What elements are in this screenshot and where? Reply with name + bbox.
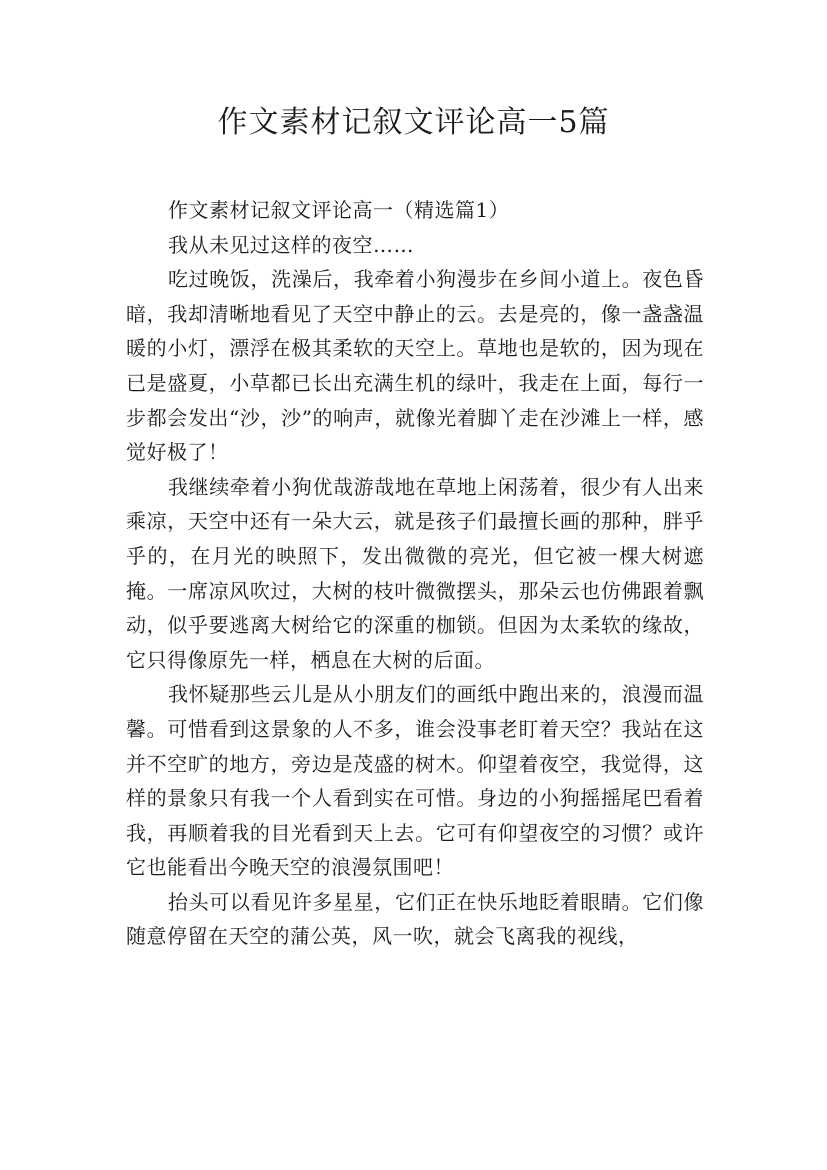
section-heading: 作文素材记叙文评论高一（精选篇1）	[168, 198, 510, 222]
paragraph-5: 抬头可以看见许多星星，它们正在快乐地眨着眼睛。它们像随意停留在天空的蒲公英，风一吹，就会飞离我的视线，	[126, 889, 704, 949]
paragraph-1: 我从未见过这样的夜空……	[168, 232, 414, 257]
document-body	[126, 193, 704, 954]
paragraph-4: 我怀疑那些云儿是从小朋友们的画纸中跑出来的，浪漫而温馨。可惜看到这景象的人不多，谁会没事老盯着天空？我站在这并不空旷的地方，旁边是茂盛的树木。仰望着夜空，我觉得，这样的景象只有我一个人看到实在可惜。身边的小狗摇摇尾巴看着我，再顺着我的目光看到天上去。它可有仰望夜空的习惯？或许它也能看出今晚天空的浪漫氛围吧！	[126, 682, 704, 880]
paragraph-3: 我继续牵着小狗优哉游哉地在草地上闲荡着，很少有人出来乘凉，天空中还有一朵大云，就是孩子们最擅长画的那种，胖乎乎的，在月光的映照下，发出微微的亮光，但它被一棵大树遮掩。一席凉风吹过，大树的枝叶微微摆头，那朵云也仿佛跟着飘动，似乎要逃离大树给它的深重的枷锁。但因为太柔软的缘故，它只得像原先一样，栖息在大树的后面。	[126, 474, 704, 672]
document-title: 作文素材记叙文评论高一5篇	[217, 105, 610, 140]
paragraph-2: 吃过晚饭，洗澡后，我牵着小狗漫步在乡间小道上。夜色昏暗，我却清晰地看见了天空中静止的云。去是亮的，像一盏盏温暖的小灯，漂浮在极其柔软的天空上。草地也是软的，因为现在已是盛夏，小草都已长出充满生机的绿叶，我走在上面，每行一步都会发出“沙，沙”的响声，就像光着脚丫走在沙滩上一样，感觉好极了！	[126, 267, 704, 465]
